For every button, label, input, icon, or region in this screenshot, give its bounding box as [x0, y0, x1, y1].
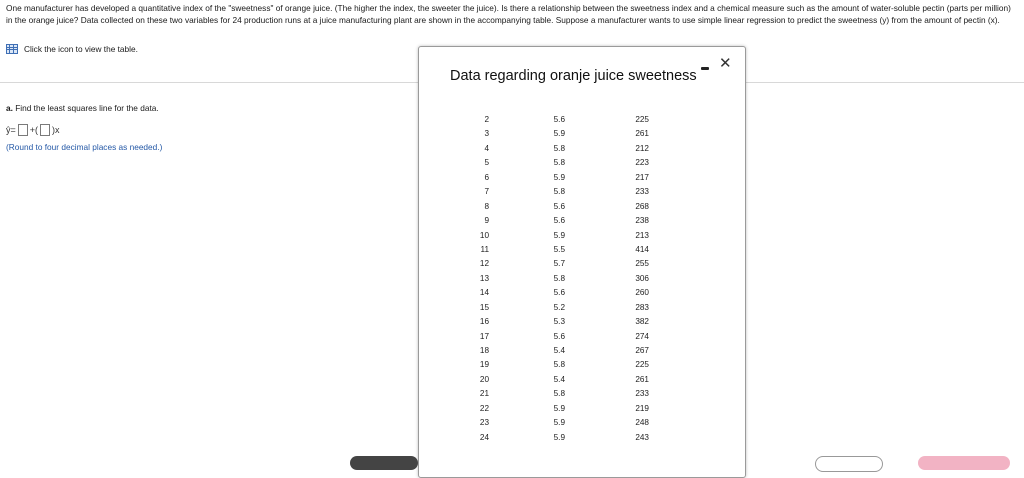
run-cell: 16	[479, 317, 489, 327]
sweetness-cell: 5.6	[553, 288, 565, 298]
pectin-cell: 306	[635, 273, 649, 283]
sweetness-cell: 5.9	[553, 230, 565, 240]
run-cell: 23	[479, 418, 489, 428]
table-row	[419, 332, 745, 346]
run-cell: 24	[479, 432, 489, 442]
part-a-question	[6, 103, 159, 113]
run-cell: 15	[479, 302, 489, 312]
plus-sign: +	[29, 125, 36, 135]
sweetness-cell: 5.2	[553, 302, 565, 312]
run-cell: 4	[484, 143, 489, 153]
divider-left	[0, 82, 418, 83]
close-paren: )	[52, 125, 56, 135]
table-row	[419, 389, 745, 403]
equals-sign: =	[10, 125, 16, 135]
sweetness-cell: 5.6	[553, 331, 565, 341]
table-row	[419, 288, 745, 302]
dark-action-button[interactable]	[350, 456, 418, 470]
table-grid-icon[interactable]	[6, 44, 18, 54]
pectin-cell: 225	[635, 115, 649, 124]
sweetness-cell: 5.8	[553, 360, 565, 370]
table-row	[419, 346, 745, 360]
table-row	[419, 360, 745, 374]
pectin-cell: 233	[635, 389, 649, 399]
run-cell: 5	[484, 158, 489, 168]
outline-action-button[interactable]	[815, 456, 883, 472]
run-cell: 21	[479, 389, 489, 399]
sweetness-cell: 5.8	[553, 389, 565, 399]
slope-answer-box[interactable]	[40, 124, 50, 136]
pectin-cell: 261	[635, 129, 649, 139]
sweetness-cell: 5.9	[553, 432, 565, 442]
run-cell: 10	[479, 230, 489, 240]
problem-statement: One manufacturer has developed a quantitative index of the "sweetness" of orange juice. (The higher the index, the sweeter the juice). Is there a relationship between the sweetness index and a chemical measure such as the amount of water-soluble pectin (parts per million) in the orange juice? Data collected on these two variables for 24 production runs at a juice manufacturing plant are shown in the accompanying table. Suppose a manufacturer wants to use simple linear regression to predict the sweetness (y) from the amount of pectin (x).	[6, 3, 1011, 25]
table-row	[419, 129, 745, 143]
table-row	[419, 115, 745, 129]
run-cell: 8	[484, 201, 489, 211]
part-a-letter: a.	[6, 103, 13, 113]
run-cell: 12	[479, 259, 489, 269]
x-variable: x	[55, 125, 60, 135]
table-row	[419, 303, 745, 317]
run-cell: 7	[484, 187, 489, 197]
sweetness-cell: 5.5	[553, 244, 565, 254]
table-row	[419, 317, 745, 331]
table-row	[419, 216, 745, 230]
run-cell: 17	[479, 331, 489, 341]
sweetness-cell: 5.6	[553, 115, 565, 124]
run-cell: 19	[479, 360, 489, 370]
pectin-cell: 233	[635, 187, 649, 197]
pectin-cell: 219	[635, 403, 649, 413]
pectin-cell: 217	[635, 172, 649, 182]
pectin-cell: 248	[635, 418, 649, 428]
view-table-link[interactable]	[6, 44, 138, 54]
pectin-cell: 268	[635, 201, 649, 211]
intercept-answer-box[interactable]	[18, 124, 28, 136]
sweetness-cell: 5.6	[553, 201, 565, 211]
table-row	[419, 173, 745, 187]
pectin-cell: 255	[635, 259, 649, 269]
y-hat-symbol: ŷ	[6, 125, 11, 135]
divider-right	[745, 82, 1024, 83]
table-row	[419, 158, 745, 172]
pectin-cell: 261	[635, 374, 649, 384]
table-row	[419, 259, 745, 273]
run-cell: 2	[484, 115, 489, 124]
sweetness-cell: 5.9	[553, 418, 565, 428]
run-cell: 9	[484, 216, 489, 226]
run-cell: 20	[479, 374, 489, 384]
rounding-note: (Round to four decimal places as needed.)	[6, 142, 163, 152]
table-row	[419, 433, 745, 447]
run-cell: 6	[484, 172, 489, 182]
pectin-cell: 213	[635, 230, 649, 240]
run-cell: 13	[479, 273, 489, 283]
sweetness-cell: 5.6	[553, 216, 565, 226]
pectin-cell: 267	[635, 346, 649, 355]
run-cell: 18	[479, 346, 489, 355]
table-row	[419, 202, 745, 216]
data-table	[419, 115, 745, 447]
run-cell: 3	[484, 129, 489, 139]
regression-equation	[6, 124, 60, 136]
open-paren: (	[35, 125, 39, 135]
pectin-cell: 225	[635, 360, 649, 370]
pectin-cell: 382	[635, 317, 649, 327]
minimize-icon[interactable]	[701, 67, 709, 70]
data-table-modal	[418, 46, 746, 478]
run-cell: 22	[479, 403, 489, 413]
sweetness-cell: 5.3	[553, 317, 565, 327]
table-row	[419, 274, 745, 288]
pectin-cell: 274	[635, 331, 649, 341]
sweetness-cell: 5.7	[553, 259, 565, 269]
sweetness-cell: 5.4	[553, 374, 565, 384]
sweetness-cell: 5.8	[553, 143, 565, 153]
pectin-cell: 414	[635, 244, 649, 254]
table-row	[419, 187, 745, 201]
run-cell: 14	[479, 288, 489, 298]
check-answer-button[interactable]	[918, 456, 1010, 470]
pectin-cell: 223	[635, 158, 649, 168]
pectin-cell: 283	[635, 302, 649, 312]
part-a-prompt: Find the least squares line for the data.	[15, 103, 159, 113]
pectin-cell: 212	[635, 143, 649, 153]
modal-title: Data regarding oranje juice sweetness	[450, 68, 697, 84]
pectin-cell: 243	[635, 432, 649, 442]
table-row	[419, 404, 745, 418]
table-row	[419, 418, 745, 432]
sweetness-cell: 5.8	[553, 187, 565, 197]
sweetness-cell: 5.9	[553, 129, 565, 139]
table-row	[419, 375, 745, 389]
sweetness-cell: 5.4	[553, 346, 565, 355]
close-icon[interactable]: ✕	[719, 55, 732, 72]
sweetness-cell: 5.9	[553, 403, 565, 413]
sweetness-cell: 5.9	[553, 172, 565, 182]
run-cell: 11	[480, 244, 489, 254]
table-row	[419, 231, 745, 245]
view-table-label[interactable]: Click the icon to view the table.	[24, 44, 138, 54]
pectin-cell: 260	[635, 288, 649, 298]
sweetness-cell: 5.8	[553, 158, 565, 168]
sweetness-cell: 5.8	[553, 273, 565, 283]
table-row	[419, 144, 745, 158]
pectin-cell: 238	[635, 216, 649, 226]
table-row	[419, 245, 745, 259]
